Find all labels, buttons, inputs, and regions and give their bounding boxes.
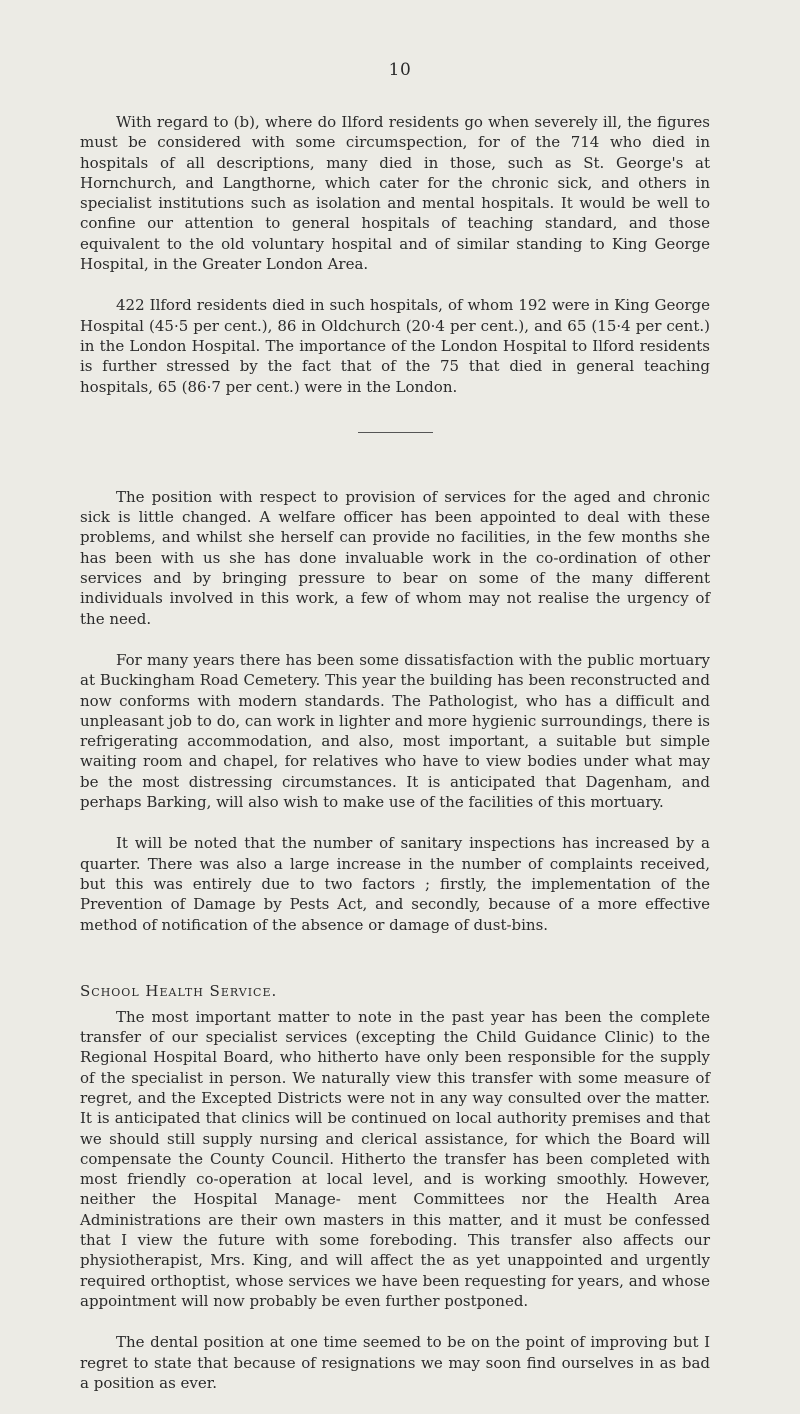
paragraph-aged-chronic-sick: The position with respect to provision of services for the aged and chronic sick is little changed. A welfare officer has been appointed to deal with these problems, and whilst she herself can provide no facilities, in the few months she has been with us she has done invaluable work in the co-ordination of other services and by bringing pressure to bear on some of the many different individuals involved in this work, a few of whom may not realise the urgency of the need. (80, 487, 710, 628)
paragraph-specialist-transfer: The most important matter to note in the past year has been the complete transfer of our specialist services (excepting the Child Guidance Clinic) to the Regional Hospital Board, who hitherto have only been responsible for the supply of the specialist in person. We naturally view this transfer with some measure of regret, and the Excepted Districts were not in any way consulted over the matter. It is anticipated that clinics will be continued on local authority premises and that we should still supply nursing and clerical assistance, for which the Board will compensate the County Council. Hitherto the transfer has been completed with most friendly co-operation at local level, and is working smoothly. However, neither the Hospital Manage- ment Committees nor the Health Area Administrations are their own masters in this matter, and it must be confessed that I view the future with some foreboding. This transfer also affects our physiotherapist, Mrs. King, and will affect the as yet unappointed and urgently required orthoptist, whose services we have been requesting for years, and whose appointment will now probably be even further postponed. (80, 1007, 710, 1310)
section-divider (358, 432, 433, 433)
paragraph-hospital-deaths: With regard to (b), where do Ilford residents go when severely ill, the figures must be considered with some circumspection, for of the 714 who died in hospitals of all descriptions, many died in those, such as St. George's at Hornchurch, and Langthorne, which cater for the chronic sick, and others in specialist institutions such as isolation and mental hospitals. It would be well to confine our attention to general hospitals of teaching standard, and those equivalent to the old voluntary hospital and of similar standing to King George Hospital, in the Greater London Area. (80, 113, 710, 274)
paragraph-public-mortuary: For many years there has been some dissatisfaction with the public mortuary at Buckingham Road Cemetery. This year the building has been reconstructed and now conforms with modern standards. The Pathologist, who has a difficult and unpleasant job to do, can work in lighter and more hygienic surroundings, there is refrigerating accommodation, and also, most important, a suitable but simple waiting room and chapel, for relatives who have to view bodies under what may be the most distressing circumstances. It is anticipated that Dagenham, and perhaps Barking, will also wish to make use of the facilities of this mortuary. (80, 650, 710, 812)
section-heading-school-health: School Health Service. (80, 981, 278, 1000)
paragraph-hospital-statistics: 422 Ilford residents died in such hospitals, of whom 192 were in King George Hospital (45·5 per cent.), 86 in Oldchurch (20·4 per cent.), and 65 (15·4 per cent.) in the London Hospital. The importance of the London Hospital to Ilford residents is further stressed by the fact that of the 75 that died in general teaching hospitals, 65 (86·7 per cent.) were in the London. (80, 296, 710, 396)
paragraph-sanitary-inspections: It will be noted that the number of sanitary inspections has increased by a quarter. There was also a large increase in the number of complaints received, but this was entirely due to two factors ; firstly, the implementation of the Prevention of Damage by Pests Act, and secondly, because of a more effective method of notification of the absence or damage of dust-bins. (80, 834, 710, 934)
page-number: 10 (388, 60, 412, 80)
document-body (80, 112, 710, 1414)
paragraph-dental-position: The dental position at one time seemed to be on the point of improving but I regret to state that because of resignations we may soon find ourselves in as bad a position as ever. (80, 1333, 710, 1392)
